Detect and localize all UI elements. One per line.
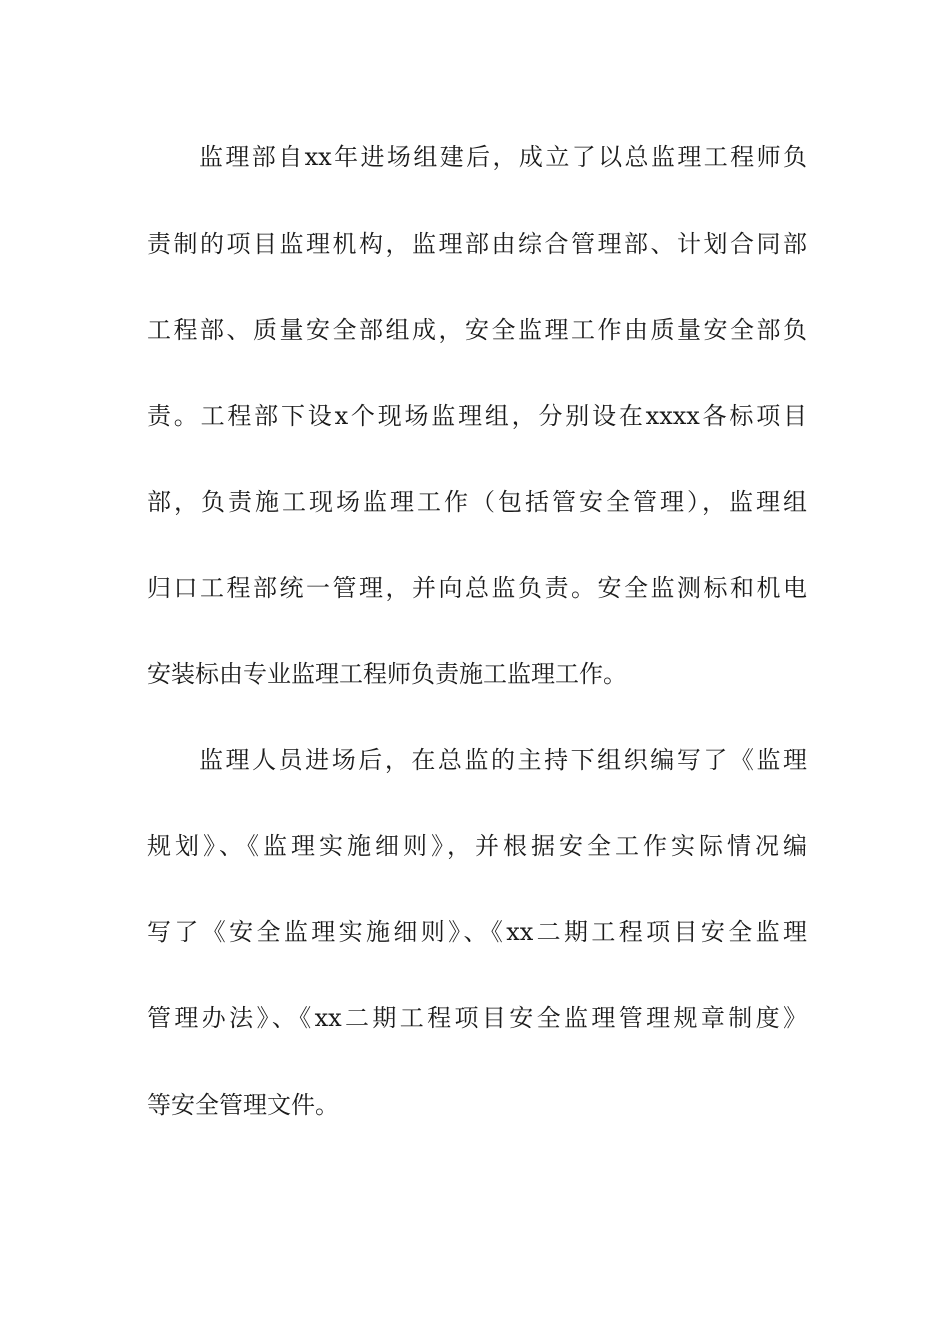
paragraph-2-line-1: 监理人员进场后，在总监的主持下组织编写了《监理 — [199, 746, 807, 774]
paragraph-1-line-3: 工程部、质量安全部组成，安全监理工作由质量安全部负 — [147, 316, 807, 344]
paragraph-1-line-2: 责制的项目监理机构，监理部由综合管理部、计划合同部 — [147, 230, 807, 258]
paragraph-2-line-4: 管理办法》、《xx二期工程项目安全监理管理规章制度》 — [147, 1004, 807, 1032]
paragraph-1-line-7: 安装标由专业监理工程师负责施工监理工作。 — [147, 660, 627, 688]
paragraph-1-line-4: 责。工程部下设x个现场监理组，分别设在xxxx各标项目 — [147, 402, 807, 430]
paragraph-2-line-2: 规划》、《监理实施细则》，并根据安全工作实际情况编 — [147, 832, 807, 860]
paragraph-2-line-5: 等安全管理文件。 — [147, 1091, 339, 1119]
paragraph-1-line-6: 归口工程部统一管理，并向总监负责。安全监测标和机电 — [147, 574, 807, 602]
paragraph-2-line-3: 写了《安全监理实施细则》、《xx二期工程项目安全监理 — [147, 918, 807, 946]
paragraph-1-line-1: 监理部自xx年进场组建后，成立了以总监理工程师负 — [199, 143, 807, 171]
paragraph-1-line-5: 部，负责施工现场监理工作（包括管安全管理），监理组 — [147, 488, 807, 516]
